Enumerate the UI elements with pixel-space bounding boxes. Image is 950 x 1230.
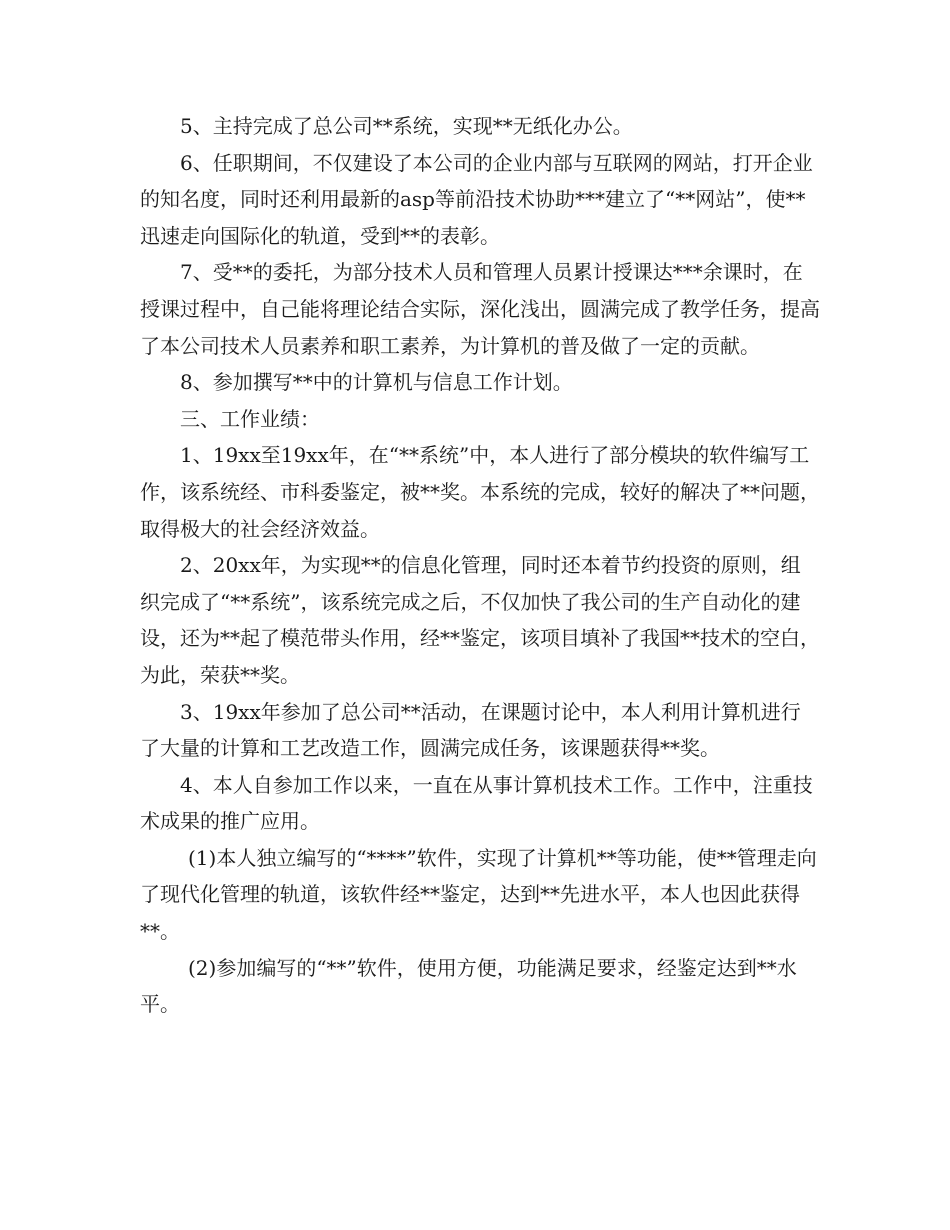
paragraph-item-7: 7、受**的委托，为部分技术人员和管理人员累计授课达***余课时，在授课过程中，自己能将理论结合实际，深化浅出，圆满完成了教学任务，提高了本公司技术人员素养和职工素养，为计算机的普及做了一定的贡献。 xyxy=(140,260,820,358)
achievement-subitem-1: (1)本人独立编写的“****”软件，实现了计算机**等功能，使**管理走向了现代化管理的轨道，该软件经**鉴定，达到**先进水平，本人也因此获得**。 xyxy=(140,845,817,944)
achievement-item-3: 3、19xx年参加了总公司**活动，在课题讨论中，本人利用计算机进行了大量的计算和工艺改造工作，圆满完成任务，该课题获得**奖。 xyxy=(140,699,801,761)
achievement-item-1: 1、19xx至19xx年，在“**系统”中，本人进行了部分模块的软件编写工作，该系统经、市科委鉴定，被**奖。本系统的完成，较好的解决了**问题，取得极大的社会经济效益。 xyxy=(140,443,820,541)
section-heading-work-achievements: 三、工作业绩： xyxy=(180,406,320,431)
paragraph-item-8: 8、参加撰写**中的计算机与信息工作计划。 xyxy=(180,370,573,395)
achievement-item-4: 4、本人自参加工作以来，一直在从事计算机技术工作。工作中，注重技术成果的推广应用。 xyxy=(140,772,813,834)
paragraph-item-5: 5、主持完成了总公司**系统，实现**无纸化办公。 xyxy=(180,114,633,138)
achievement-item-2: 2、20xx年，为实现**的信息化管理，同时还本着节约投资的原则，组织完成了“**系统”，该系统完成之后，不仅加快了我公司的生产自动化的建设，还为**起了模范带头作用，经**鉴定，该项目填补了我国**技术的空白，为此，荣获**奖。 xyxy=(140,553,820,687)
paragraph-item-6: 6、任职期间，不仅建设了本公司的企业内部与互联网的网站，打开企业的知名度，同时还利用最新的asp等前沿技术协助***建立了“**网站”，使**迅速走向国际化的轨道，受到**的表彰。 xyxy=(140,150,813,248)
document-body xyxy=(140,108,820,1023)
achievement-subitem-2: (2)参加编写的“**”软件，使用方便，功能满足要求，经鉴定达到**水平。 xyxy=(140,955,797,1017)
